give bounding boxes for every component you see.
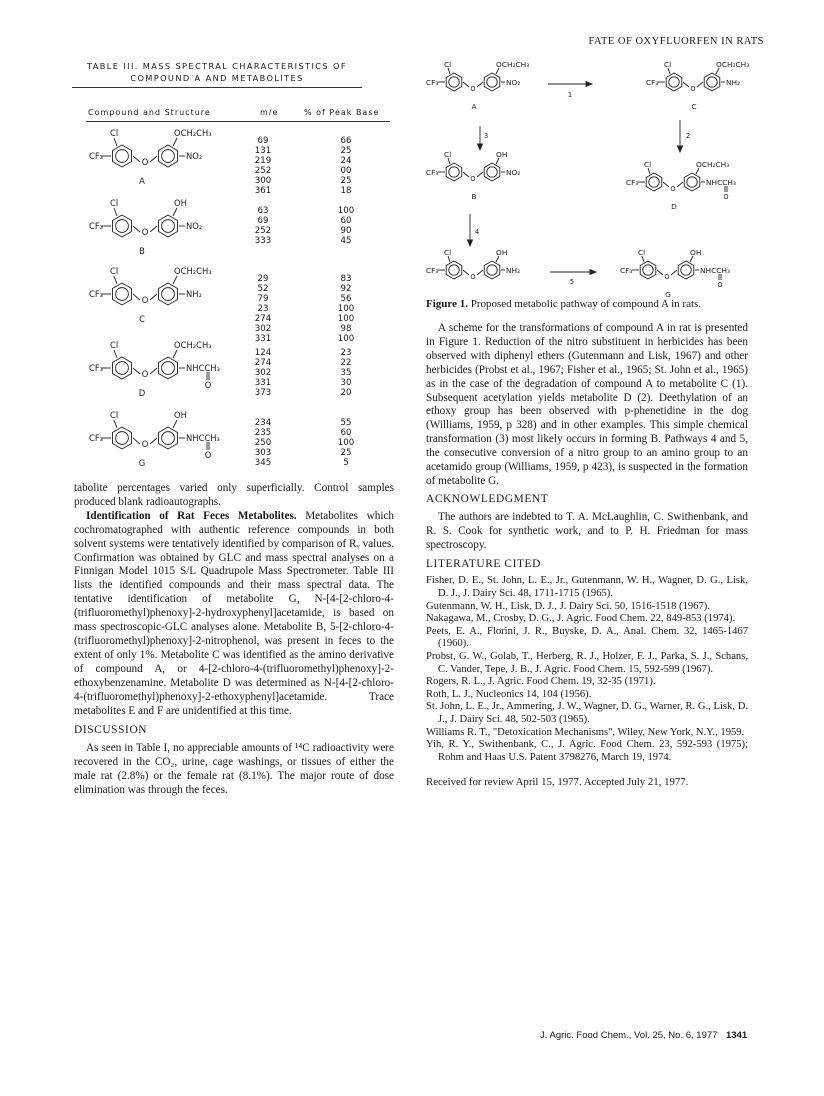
reference-item: Peets, E. A., Florini, J. R., Buyske, D. A., Anal. Chem. 32, 1465-1467 (1960). xyxy=(426,625,748,650)
peak-values-D: 23 22 35 30 20 xyxy=(340,348,352,398)
right-group-label: NO₂ xyxy=(186,221,203,231)
left-paragraph-2-body: Metabolites which cochromatographed with authentic reference compounds in both solvent systems were tentatively identified by comparison of Rᵥ values. Confirmation was obtained by GLC and mass spectral analyses on a Finnigan Model 1015 S/L Quadrupole Mass Spectrometer. Table III lists the identified compounds and their mass spectral data. The tentative identification of metabolite G, N-[4-[2-chloro-4-(trifluoromethyl)phenoxy]-2-hydroxyphenyl]acetamide, is based on mass spectroscopic-GLC analyses alone. Metabolite B, 5-[2-chloro-4-(trifluoromethyl)phenoxy]-2-nitrophenol, was present in feces to the extent of only 1%. Metabolite C was identified as the amino derivative of compound A, or 4-[2-chloro-4-(trifluoromethyl)phenoxy]-2-ethoxybenzenamine. Metabolite D was determined as N-[4-[2-chloro-4-(trifluoromethyl)phenoxy]-2-ethoxyphenyl]acetamide. Trace metabolites E and F are unidentified at this time. xyxy=(74,509,394,717)
reference-item: Probst, G. W., Golab, T., Herberg, R. J., Holzer, F. J., Parka, S. J., Schans, C. Vander, Tepe, J. B., J. Agric. Food Chem. 15, 592-599 (1967). xyxy=(426,650,748,675)
table-header-row xyxy=(88,108,388,120)
chloro-label: Cl xyxy=(110,266,119,276)
arrow-1-head xyxy=(586,82,592,87)
fig-compound-g-carbonyl-oxygen-label: O xyxy=(717,281,723,289)
aromatic-circle xyxy=(449,167,459,177)
arrow-2-label: 2 xyxy=(686,132,691,140)
fig-compound-g-cf3-label: CF₃ xyxy=(620,266,633,275)
aromatic-circle xyxy=(487,77,497,87)
footer-page-number: 1341 xyxy=(726,1030,748,1041)
chloro-label: Cl xyxy=(110,410,119,420)
fig-compound-c-chloro-label: Cl xyxy=(664,60,672,69)
right-group-label: NHCCH₃ xyxy=(186,433,220,443)
right-group-label: NHCCH₃ xyxy=(186,363,220,373)
bond xyxy=(114,350,117,358)
fig-compound-d-carbonyl-oxygen-label: O xyxy=(723,193,729,201)
compound-label-G: G xyxy=(138,458,146,468)
fig-compound-b-right-group-label: NO₂ xyxy=(506,168,521,177)
reference-list xyxy=(426,575,748,764)
fig-intermediate-ether-oxygen-label: O xyxy=(470,273,476,281)
col-me-header: m/e xyxy=(260,108,279,117)
aromatic-circle xyxy=(649,177,659,187)
bond xyxy=(133,368,140,374)
substituent-label: OH xyxy=(174,198,187,208)
aromatic-circle xyxy=(162,288,175,301)
me-values-A: 69 131 219 252 300 361 xyxy=(254,136,272,196)
ether-oxygen-label: O xyxy=(141,439,149,449)
arrow-5-label: 5 xyxy=(569,278,575,286)
right-group-label: NO₂ xyxy=(186,151,203,161)
compound-label-C: C xyxy=(139,314,145,324)
fig-compound-d-cf3-label: CF₃ xyxy=(626,178,639,187)
figure-1-caption xyxy=(426,298,776,310)
bond xyxy=(463,82,469,87)
chloro-label: Cl xyxy=(110,340,119,350)
fig-intermediate-substituent-label: OH xyxy=(496,248,508,257)
fig-compound-a-cf3-label: CF₃ xyxy=(426,78,439,87)
col-compound-header: Compound and Structure xyxy=(88,108,211,117)
fig-compound-a-chloro-label: Cl xyxy=(444,60,452,69)
fig-compound-d-ether-oxygen-label: O xyxy=(670,185,676,193)
compound-label-D: D xyxy=(138,388,146,398)
reference-item: Gutenmann, W. H., Lisk, D. J., J. Dairy Sci. 50, 1516-1518 (1967). xyxy=(426,600,710,612)
reference-item: Roth, L. J., Nucleonics 14, 104 (1956). xyxy=(426,688,592,700)
bond xyxy=(173,420,177,428)
aromatic-circle xyxy=(116,288,129,301)
fig-compound-a-right-group-label: NO₂ xyxy=(506,78,521,87)
aromatic-circle xyxy=(162,150,175,163)
fig-compound-c-right-group-label: NH₂ xyxy=(726,78,741,87)
right-paragraph-1: A scheme for the transformations of compound A in rat is presented in Figure 1. Reduction of the nitro substituent in herbicides has been observed with diphenyl ethers (Gutenmann and Lisk, 1967) and other herbicides (Probst et al., 1967; Fisher et al., 1965; St. John et al., 1965) as in the case of the degradation of compound A to metabolite C (1). Subsequent acetylation yields metabolite D (2). Deethylation of an ethoxy group has been observed with p-phenetidine in the dog (Williams, 1959, p 328) and in other examples. This simple chemical transformation (3) most likely occurs in forming B. Pathways 4 and 5, the consecutive conversion of a nitro group to an amino group to an acetamido group (Williams, 1959, p 423), is suspected in the formation of metabolite G. xyxy=(426,322,748,487)
structure-B xyxy=(84,198,254,260)
reference-item: Rogers, R. L., J. Agric. Food Chem. 19, 32-35 (1971). xyxy=(426,676,656,688)
running-header: FATE OF OXYFLUORFEN IN RATS xyxy=(588,36,764,47)
arrow-4-head xyxy=(468,240,473,246)
substituent-label: OCH₂CH₃ xyxy=(174,128,212,138)
carbonyl-oxygen-label: O xyxy=(204,450,212,460)
bond xyxy=(114,208,117,216)
fig-compound-a-substituent-label: OCH₂CH₃ xyxy=(496,60,530,69)
reference-item: Williams R. T., "Detoxication Mechanisms", Wiley, New York, N.Y., 1959. xyxy=(426,726,745,738)
compound-label-A: A xyxy=(139,176,145,186)
compound-label-B: B xyxy=(139,246,145,256)
bond xyxy=(150,156,157,162)
table-title-line2: COMPOUND A AND METABOLITES xyxy=(130,73,304,83)
reference-item: Nakagawa, M., Crosby, D. G., J. Agric. Food Chem. 22, 849-853 (1974). xyxy=(426,613,736,625)
table-header-rule xyxy=(86,121,390,122)
received-note: Received for review April 15, 1977. Accepted July 21, 1977. xyxy=(426,776,689,789)
fig-intermediate-right-group-label: NH₂ xyxy=(506,266,521,275)
arrow-1-label: 1 xyxy=(567,91,573,99)
reference-item: St. John, L. E., Jr., Ammering, J. W., Wagner, D. G., Warner, R. G., Lisk, D. J., J. Dairy Sci. 48, 502-503 (1965). xyxy=(426,701,748,725)
cf3-label: CF₃ xyxy=(89,363,104,373)
aromatic-circle xyxy=(116,362,129,375)
aromatic-circle xyxy=(681,265,691,275)
substituent-label: OCH₂CH₃ xyxy=(174,266,212,276)
fig-compound-d-chloro-label: Cl xyxy=(644,160,652,169)
fig-compound-b-substituent-label: OH xyxy=(496,150,508,159)
bond xyxy=(173,350,177,358)
bond xyxy=(477,270,483,275)
aromatic-circle xyxy=(162,432,175,445)
fig-compound-a-label: A xyxy=(471,102,477,111)
ether-oxygen-label: O xyxy=(141,157,149,167)
right-column-text xyxy=(426,322,748,790)
carbonyl-oxygen-label: O xyxy=(204,380,212,390)
arrow-3-head xyxy=(478,144,483,150)
left-paragraph-1: tabolite percentages varied only superficially. Control samples produced blank radioautographs. xyxy=(74,482,394,508)
fig-compound-g-chloro-label: Cl xyxy=(638,248,646,257)
bond xyxy=(114,138,117,146)
fig-compound-d-label: D xyxy=(671,202,677,211)
aromatic-circle xyxy=(116,150,129,163)
bond xyxy=(133,226,140,232)
bond xyxy=(677,182,683,187)
ether-oxygen-label: O xyxy=(141,227,149,237)
me-values-C: 29 52 79 23 274 302 331 xyxy=(254,274,272,344)
bond xyxy=(463,172,469,177)
acknowledgment-text: The authors are indebted to T. A. McLaughlin, C. Swithenbank, and R. S. Cook for synthetic work, and to P. H. Friedman for mass spectroscopy. xyxy=(426,510,748,551)
fig-compound-b-chloro-label: Cl xyxy=(444,150,452,159)
fig-compound-d-substituent-label: OCH₂CH₃ xyxy=(696,160,730,169)
chloro-label: Cl xyxy=(110,128,119,138)
ether-oxygen-label: O xyxy=(141,369,149,379)
aromatic-circle xyxy=(116,432,129,445)
table-iii xyxy=(72,60,362,88)
fig-compound-b-label: B xyxy=(471,192,477,201)
bond xyxy=(114,276,117,284)
substituent-label: OH xyxy=(174,410,187,420)
peak-values-C: 83 92 56 100 100 98 100 xyxy=(337,274,355,344)
fig-compound-b-ether-oxygen-label: O xyxy=(470,175,476,183)
bond xyxy=(150,294,157,300)
fig-compound-g-right-group-label: NHCCH₃ xyxy=(700,266,730,275)
figure-caption-label: Figure 1. xyxy=(426,298,468,310)
aromatic-circle xyxy=(449,265,459,275)
figure-caption-text: Proposed metabolic pathway of compound A in rats. xyxy=(467,298,702,310)
reference-item: Fisher, D. E., St. John, L. E., Jr., Gutenmann, W. H., Wagner, D. G., Lisk, D. J., J. Dairy Sci. 48, 1711-1715 (1965). xyxy=(426,575,748,599)
fig-compound-g-ether-oxygen-label: O xyxy=(664,273,670,281)
fig-compound-g-label: G xyxy=(665,290,671,299)
left-paragraph-3: As seen in Table I, no appreciable amounts of ¹⁴C radioactivity were recovered in the CO₂, urine, cage washings, or tissues of either the male rat (2.8%) or the female rat (8.1%). The major route of dose elimination was through the feces. xyxy=(74,742,394,797)
aromatic-circle xyxy=(487,265,497,275)
aromatic-circle xyxy=(162,362,175,375)
fig-compound-c-cf3-label: CF₃ xyxy=(646,78,659,87)
peak-values-G: 55 60 100 25 5 xyxy=(337,418,355,468)
fig-intermediate-cf3-label: CF₃ xyxy=(426,266,439,275)
fig-compound-c-substituent-label: OCH₂CH₃ xyxy=(716,60,750,69)
aromatic-circle xyxy=(669,77,679,87)
bond xyxy=(133,438,140,444)
bond xyxy=(477,172,483,177)
peak-values-B: 100 60 90 45 xyxy=(337,206,355,246)
fig-compound-g-substituent-label: OH xyxy=(690,248,702,257)
me-values-G: 234 235 250 303 345 xyxy=(254,418,272,468)
bond xyxy=(683,82,689,87)
bond xyxy=(663,182,669,187)
footer-journal: J. Agric. Food Chem., Vol. 25, No. 6, 1977 xyxy=(540,1030,718,1041)
table-title-line1: TABLE III. MASS SPECTRAL CHARACTERISTICS OF xyxy=(87,61,347,71)
arrow-5-head xyxy=(590,270,596,275)
left-paragraph-2-heading: Identification of Rat Feces Metabolites. xyxy=(86,509,297,522)
aromatic-circle xyxy=(116,220,129,233)
aromatic-circle xyxy=(487,167,497,177)
acknowledgment-heading: ACKNOWLEDGMENT xyxy=(426,492,549,505)
fig-compound-c-label: C xyxy=(691,102,697,111)
bond xyxy=(671,270,677,275)
aromatic-circle xyxy=(449,77,459,87)
structure-A xyxy=(84,128,254,190)
bond xyxy=(657,270,663,275)
col-peak-header: % of Peak Base xyxy=(304,108,380,117)
me-values-D: 124 274 302 331 373 xyxy=(254,348,272,398)
aromatic-circle xyxy=(162,220,175,233)
literature-cited-heading: LITERATURE CITED xyxy=(426,557,541,570)
me-values-B: 63 69 252 333 xyxy=(254,206,272,246)
aromatic-circle xyxy=(707,77,717,87)
structure-C xyxy=(84,266,254,328)
bond xyxy=(173,208,177,216)
bond xyxy=(133,156,140,162)
bond xyxy=(150,438,157,444)
bond xyxy=(133,294,140,300)
table-top-rule xyxy=(72,87,362,88)
right-group-label: NH₂ xyxy=(186,289,202,299)
fig-compound-d-right-group-label: NHCCH₃ xyxy=(706,178,736,187)
bond xyxy=(173,276,177,284)
fig-intermediate-chloro-label: Cl xyxy=(444,248,452,257)
bond xyxy=(477,82,483,87)
cf3-label: CF₃ xyxy=(89,151,104,161)
bond xyxy=(150,368,157,374)
fig-compound-c-ether-oxygen-label: O xyxy=(690,85,696,93)
aromatic-circle xyxy=(643,265,653,275)
arrow-4-label: 4 xyxy=(475,228,480,236)
bond xyxy=(697,82,703,87)
bond xyxy=(150,226,157,232)
structure-G xyxy=(84,410,254,472)
bond xyxy=(114,420,117,428)
left-paragraph-2 xyxy=(74,510,394,719)
arrow-2-head xyxy=(678,146,683,152)
bond xyxy=(173,138,177,146)
aromatic-circle xyxy=(687,177,697,187)
reference-item: Yih, R. Y., Swithenbank, C., J. Agric. Food Chem. 23, 592-593 (1975); Rohm and Haas U.S. Patent 3798276, March 19, 1974. xyxy=(426,739,748,763)
peak-values-A: 66 25 24 00 25 18 xyxy=(340,136,352,196)
figure-1-scheme xyxy=(424,54,774,299)
left-column-text xyxy=(74,482,394,798)
structure-D xyxy=(84,340,254,402)
cf3-label: CF₃ xyxy=(89,289,104,299)
discussion-heading: DISCUSSION xyxy=(74,724,148,737)
arrow-3-label: 3 xyxy=(484,132,489,140)
chloro-label: Cl xyxy=(110,198,119,208)
substituent-label: OCH₂CH₃ xyxy=(174,340,212,350)
bond xyxy=(463,270,469,275)
fig-compound-a-ether-oxygen-label: O xyxy=(470,85,476,93)
ether-oxygen-label: O xyxy=(141,295,149,305)
fig-compound-b-cf3-label: CF₃ xyxy=(426,168,439,177)
cf3-label: CF₃ xyxy=(89,433,104,443)
cf3-label: CF₃ xyxy=(89,221,104,231)
